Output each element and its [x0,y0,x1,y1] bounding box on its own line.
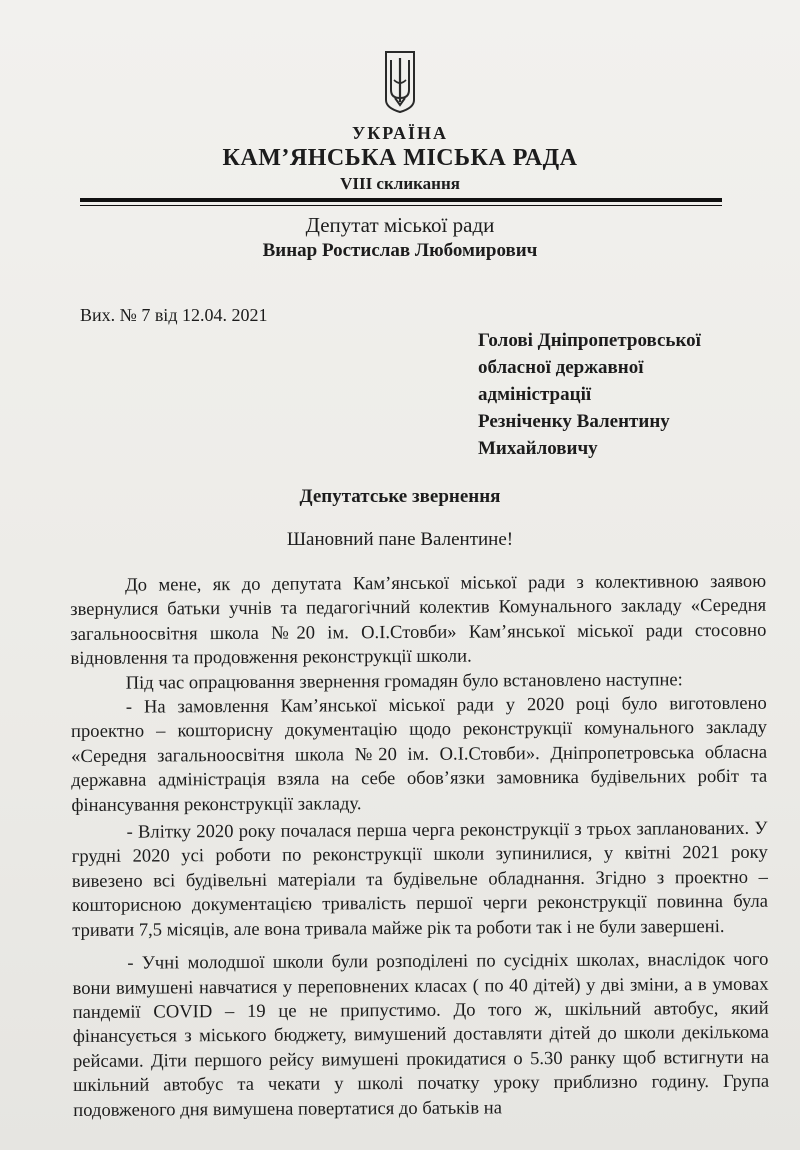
deputy-title: Депутат міської ради [305,213,495,237]
body-paragraph: До мене, як до депутата Кам’янської міської ради з колективною заявою звернулися батьки учнів та педагогічний колектив Комунального закладу «Середня загальноосвітня школа №20 ім. О.І.Стовби» Кам’янської міської ради стосовно відновлення та продовження реконструкції школи. [70,570,767,670]
header-divider-thick [80,198,722,202]
body-paragraph: - Учні молодшої школи були розподілені по сусідніх школах, внаслідок чого вони вимушені навчатися у переповнених класах ( по 40 дітей) у дві зміни, а в умовах пандемії COVID – 19 це не припустимо. До того ж, шкільний автобус, який фінансується з міського бюджету, вимушений доставляти дітей до школи декількома рейсами. Діти першого рейсу вимушені прокидатися о 5.30 ранку щоб встигнути на шкільний автобус та чекати у школі початку уроку приблизно годину. Група подовженого дня вимушена повертатися до батьків на [72,948,770,1121]
addressee-line: Резніченку Валентину [478,411,670,432]
body-paragraph: - На замовлення Кам’янської міської ради у 2020 році було виготовлено проектно – кошторисну документацію щодо реконструкції комунального закладу «Середня загальноосвітня школа №20 ім. О.І.Стовби». Дніпропетровська обласна державна адміністрація взяла на себе обов’язки замовника будівельних робіт та фінансування реконструкції закладу. [70,692,768,816]
body-paragraph: - Влітку 2020 року почалася перша черга реконструкції з трьох запланованих. У грудні 2020 усі роботи по реконструкції школи зупинилися, у квітні 2021 року вивезено всі будівельні матеріали та будівельне обладнання. Згідно з проектно – кошторисною документацією тривалість першої черги реконструкції повинна була тривати 7,5 місяців, але вона тривала майже рік та роботи так і не були завершені. [71,817,769,941]
trident-icon [383,50,417,114]
header-convocation: VIII скликання [340,174,460,193]
letter-body [70,570,769,1123]
addressee-block [478,327,701,462]
addressee-line: адміністрації [478,384,592,405]
addressee-line: Михайловичу [478,438,598,459]
greeting: Шановний пане Валентине! [286,529,514,550]
header-country: УКРАЇНА [352,123,448,143]
addressee-line: Голові Дніпропетровської [478,330,701,351]
appeal-title: Депутатське звернення [299,486,501,507]
outgoing-reference: Вих. № 7 від 12.04. 2021 [80,305,268,325]
deputy-name: Винар Ростислав Любомирович [262,240,538,261]
body-paragraph: Під час опрацювання звернення громадян було встановлено наступне: [125,668,683,694]
addressee-line: обласної державної [478,357,644,378]
header-divider-thin [80,205,722,206]
header-council-name: КАМ’ЯНСЬКА МІСЬКА РАДА [222,145,578,171]
